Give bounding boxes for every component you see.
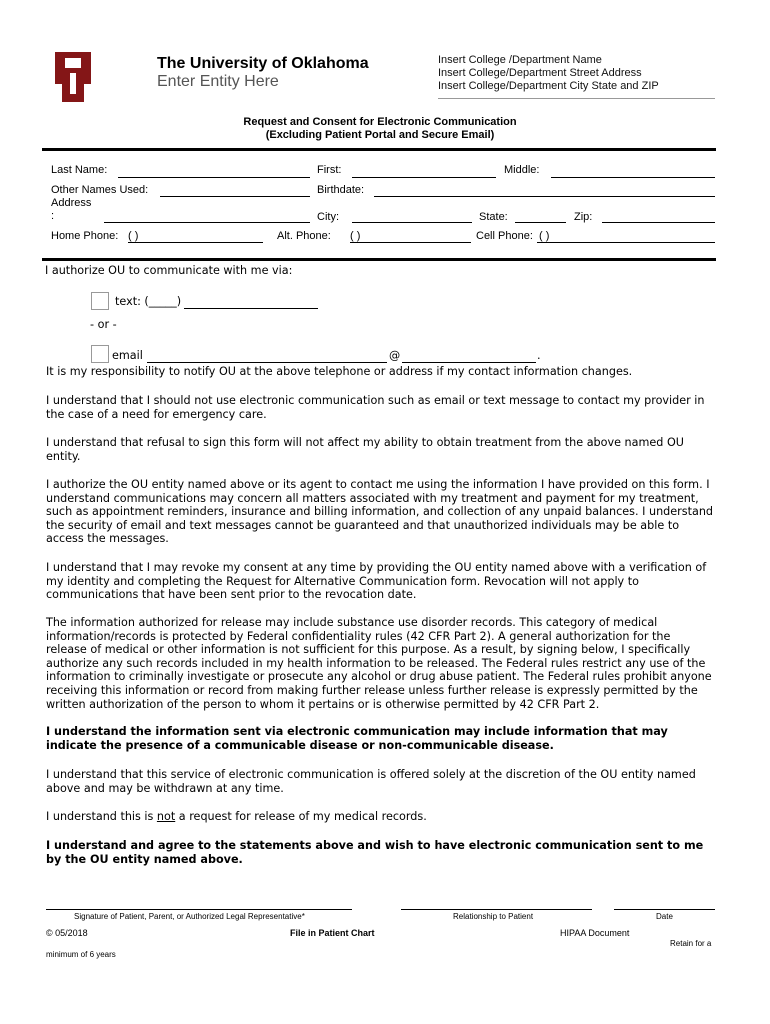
email-domain-field[interactable] [402, 362, 536, 363]
email-period: . [537, 349, 541, 362]
signature-label: Signature of Patient, Parent, or Authorized Legal Representative* [74, 912, 305, 921]
paragraph-refusal: I understand that refusal to sign this form will not affect my ability to obtain treatment from the above named OU entity. [46, 436, 684, 463]
paragraph-notify: It is my responsibility to notify OU at the above telephone or address if my contact information changes. [46, 365, 633, 378]
retain-line1: Retain for a [670, 939, 712, 948]
birthdate-label: Birthdate: [317, 184, 365, 196]
form-title: Request and Consent for Electronic Communication [243, 116, 517, 128]
cell-phone-label: Cell Phone: [476, 230, 533, 242]
dept-name: Insert College /Department Name [438, 54, 602, 66]
zip-label: Zip: [574, 211, 593, 223]
alt-phone-field[interactable] [350, 242, 471, 243]
paragraph-discretion: I understand that this service of electronic communication is offered solely at the discretion of the OU entity named above and may be withdrawn at any time. [46, 768, 696, 795]
text-option-label: text: (_____) [115, 295, 182, 308]
email-at-sign: @ [389, 349, 401, 362]
retain-line2: minimum of 6 years [46, 950, 116, 959]
state-label: State: [479, 211, 508, 223]
address-label: Address [51, 197, 92, 209]
header-divider [438, 98, 715, 99]
dept-city: Insert College/Department City State and ZIP [438, 80, 659, 92]
last-name-field[interactable] [118, 177, 310, 178]
email-checkbox[interactable] [91, 345, 109, 363]
not-release-text-a: I understand this is [46, 810, 157, 823]
copyright: © 05/2018 [46, 928, 88, 938]
paragraph-substance-records: The information authorized for release may include substance use disorder records. This category of medical information/records is protected by Federal confidentiality rules (42 CFR Part 2). A general authorization for the release of medical or other information is not sufficient for this purpose. As a result, by signing below, I specifically authorize any such records included in my health information to be released. The Federal rules restrict any use of the information to criminally investigate or prosecute any alcohol or drug abuse patient. The Federal rules prohibit anyone receiving this information or record from making further release unless further release is expressly permitted by the written authorization of the person to whom it pertains or is otherwise permitted by 42 CFR Part 2. [46, 616, 712, 711]
entity-name: Enter Entity Here [157, 73, 279, 90]
paragraph-not-release [46, 810, 714, 824]
paragraph-emergency: I understand that I should not use electronic communication such as email or text message to contact my provider in the case of a need for emergency care. [46, 394, 705, 421]
zip-field[interactable] [602, 222, 715, 223]
section-divider-top [42, 148, 716, 151]
date-label: Date [656, 912, 673, 921]
text-number-field[interactable] [184, 308, 318, 309]
dept-street: Insert College/Department Street Address [438, 67, 642, 79]
authorize-intro: I authorize OU to communicate with me via: [45, 264, 293, 277]
relationship-label: Relationship to Patient [453, 912, 534, 921]
last-name-label: Last Name: [51, 164, 108, 176]
other-names-field[interactable] [160, 196, 310, 197]
not-release-emphasis: not [156, 810, 176, 823]
home-phone-label: Home Phone: [51, 230, 119, 242]
cell-phone-field[interactable] [537, 242, 715, 243]
state-field[interactable] [515, 222, 566, 223]
home-phone-paren: ( ) [128, 230, 139, 242]
birthdate-field[interactable] [374, 196, 715, 197]
paragraph-agree: I understand and agree to the statements above and wish to have electronic communication sent to me by the OU entity named above. [46, 839, 704, 866]
alt-phone-paren: ( ) [350, 230, 361, 242]
address-colon: : [51, 210, 55, 222]
city-field[interactable] [352, 222, 472, 223]
home-phone-field[interactable] [128, 242, 263, 243]
text-checkbox[interactable] [91, 292, 109, 310]
signature-line[interactable] [46, 909, 352, 910]
relationship-line[interactable] [401, 909, 592, 910]
alt-phone-label: Alt. Phone: [277, 230, 331, 242]
middle-name-field[interactable] [551, 177, 715, 178]
file-in-chart: File in Patient Chart [290, 928, 375, 938]
other-names-label: Other Names Used: [51, 184, 149, 196]
email-option-label: email [112, 349, 143, 362]
paragraph-authorize-contact: I authorize the OU entity named above or its agent to contact me using the information I have provided on this form. I understand communications may concern all matters associated with my treatment and payment for my treatment, such as appointment reminders, insurance and billing information, and collection of any unpaid balances. I understand the security of email and text messages cannot be guaranteed and that unauthorized individuals may be able to access the messages. [46, 478, 714, 546]
paragraph-revoke: I understand that I may revoke my consent at any time by providing the OU entity named above with a verification of my identity and completing the Request for Alternative Communication form. Revocation will not apply to communications that have been sent prior to the revocation date. [46, 561, 707, 602]
hipaa-document: HIPAA Document [560, 928, 630, 938]
address-field[interactable] [104, 222, 310, 223]
first-name-field[interactable] [352, 177, 496, 178]
paragraph-communicable-disease: I understand the information sent via electronic communication may include information that may indicate the presence of a communicable disease or non-communicable disease. [46, 725, 668, 752]
university-name: The University of Oklahoma [157, 55, 369, 72]
city-label: City: [317, 211, 339, 223]
not-release-text-b: a request for release of my medical records. [175, 810, 427, 823]
section-divider-bottom [42, 258, 716, 261]
form-subtitle: (Excluding Patient Portal and Secure Email) [265, 129, 495, 141]
email-user-field[interactable] [147, 362, 387, 363]
first-name-label: First: [317, 164, 342, 176]
cell-phone-paren: ( ) [539, 230, 550, 242]
or-separator: - or - [90, 318, 117, 331]
ou-logo-icon [52, 50, 94, 106]
date-line[interactable] [614, 909, 715, 910]
middle-name-label: Middle: [504, 164, 540, 176]
